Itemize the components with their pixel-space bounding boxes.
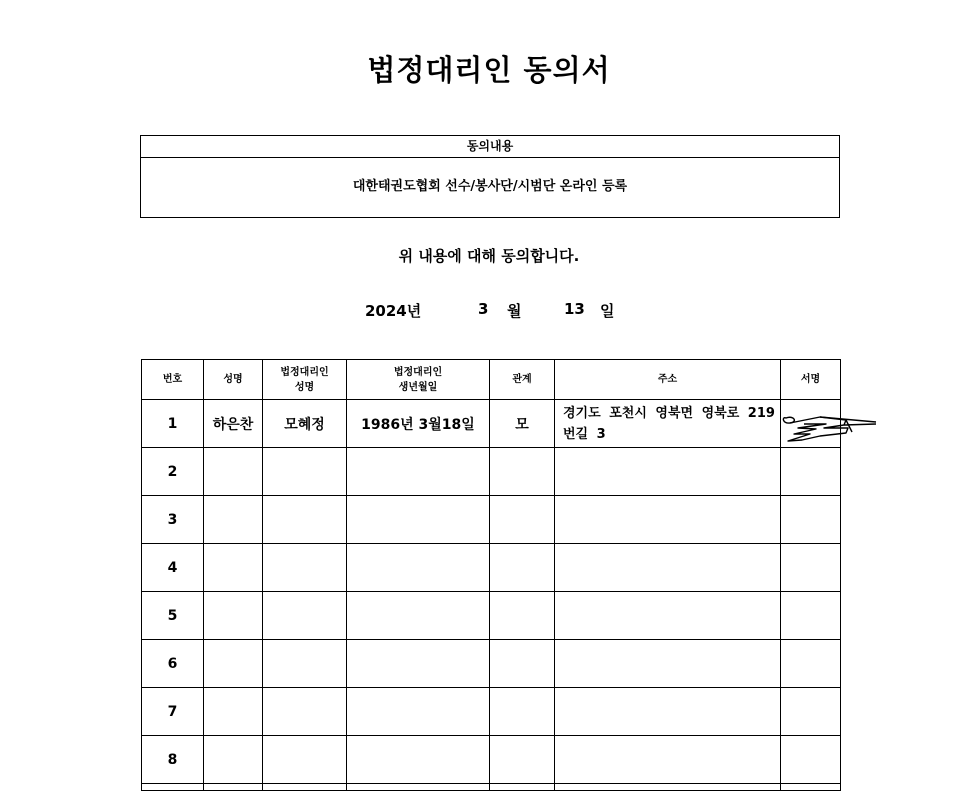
cell-birth bbox=[347, 736, 490, 784]
table-row bbox=[142, 640, 841, 688]
cell-name bbox=[204, 688, 263, 736]
cell-number: 2 bbox=[142, 448, 204, 496]
table-row bbox=[142, 400, 841, 448]
cell-relation bbox=[490, 688, 555, 736]
date-year: 2024년 bbox=[365, 302, 422, 320]
cell-relation bbox=[490, 448, 555, 496]
cell-relation bbox=[490, 592, 555, 640]
cell-number: 7 bbox=[142, 688, 204, 736]
table-row bbox=[142, 736, 841, 784]
cell-birth bbox=[347, 448, 490, 496]
header-address: 주소 bbox=[555, 360, 781, 400]
cell-number: 5 bbox=[142, 592, 204, 640]
consent-body: 대한태권도협회 선수/봉사단/시범단 온라인 등록 bbox=[352, 179, 628, 194]
cell-address bbox=[555, 544, 781, 592]
table-row bbox=[142, 592, 841, 640]
cell-guardian bbox=[263, 448, 347, 496]
header-number: 번호 bbox=[142, 360, 204, 400]
cell-address bbox=[555, 736, 781, 784]
cell-relation bbox=[490, 736, 555, 784]
header-signature: 서명 bbox=[781, 360, 841, 400]
cell-number: 3 bbox=[142, 496, 204, 544]
cell-guardian bbox=[263, 688, 347, 736]
table-row bbox=[142, 496, 841, 544]
cell-signature bbox=[781, 544, 841, 592]
signature-table bbox=[141, 359, 841, 791]
cell-relation: 모 bbox=[490, 400, 555, 448]
consent-box bbox=[140, 135, 840, 218]
cell-signature bbox=[781, 640, 841, 688]
header-name: 성명 bbox=[204, 360, 263, 400]
cell-name: 하은찬 bbox=[204, 400, 263, 448]
cell-guardian bbox=[263, 640, 347, 688]
cell-birth bbox=[347, 688, 490, 736]
cell-signature bbox=[781, 592, 841, 640]
cell-birth bbox=[347, 592, 490, 640]
cell-birth bbox=[347, 544, 490, 592]
cell-name bbox=[204, 640, 263, 688]
page-title: 법정대리인 동의서 bbox=[367, 53, 611, 87]
cell-guardian bbox=[263, 592, 347, 640]
cell-guardian bbox=[263, 544, 347, 592]
table-row bbox=[142, 544, 841, 592]
cell-guardian bbox=[263, 496, 347, 544]
cell-address: 경기도 포천시 영북면 영북로 219번길 3 bbox=[555, 400, 781, 448]
date-day-value: 13 bbox=[564, 300, 585, 318]
cell-number: 4 bbox=[142, 544, 204, 592]
cell-name bbox=[204, 592, 263, 640]
cell-signature bbox=[781, 448, 841, 496]
cell-guardian: 모혜정 bbox=[263, 400, 347, 448]
cell-birth bbox=[347, 496, 490, 544]
cell-name bbox=[204, 496, 263, 544]
date-month-value: 3 bbox=[478, 300, 489, 318]
date-day-unit: 일 bbox=[600, 302, 615, 320]
table-row bbox=[142, 688, 841, 736]
cell-signature bbox=[781, 688, 841, 736]
cell-signature bbox=[781, 496, 841, 544]
cell-signature bbox=[781, 736, 841, 784]
cell-name bbox=[204, 736, 263, 784]
cell-relation bbox=[490, 640, 555, 688]
cell-number: 1 bbox=[142, 400, 204, 448]
cell-guardian bbox=[263, 736, 347, 784]
cell-name bbox=[204, 544, 263, 592]
handwritten-signature-icon bbox=[780, 410, 880, 446]
cell-address bbox=[555, 688, 781, 736]
table-row bbox=[142, 448, 841, 496]
header-guardian-name: 법정대리인 성명 bbox=[263, 360, 347, 400]
agree-statement: 위 내용에 대해 동의합니다. bbox=[398, 247, 580, 265]
date-month-unit: 월 bbox=[507, 302, 522, 320]
cell-number: 8 bbox=[142, 736, 204, 784]
cell-relation bbox=[490, 544, 555, 592]
cell-name bbox=[204, 448, 263, 496]
consent-header: 동의내용 bbox=[141, 136, 839, 158]
table-header-row bbox=[142, 360, 841, 400]
cell-relation bbox=[490, 496, 555, 544]
cell-address bbox=[555, 496, 781, 544]
cell-birth bbox=[347, 640, 490, 688]
cell-number: 6 bbox=[142, 640, 204, 688]
cell-address bbox=[555, 640, 781, 688]
cell-birth: 1986년 3월18일 bbox=[347, 400, 490, 448]
cell-address bbox=[555, 592, 781, 640]
header-guardian-birth: 법정대리인 생년월일 bbox=[347, 360, 490, 400]
header-relation: 관계 bbox=[490, 360, 555, 400]
cell-address bbox=[555, 448, 781, 496]
table-row-partial bbox=[142, 784, 841, 791]
